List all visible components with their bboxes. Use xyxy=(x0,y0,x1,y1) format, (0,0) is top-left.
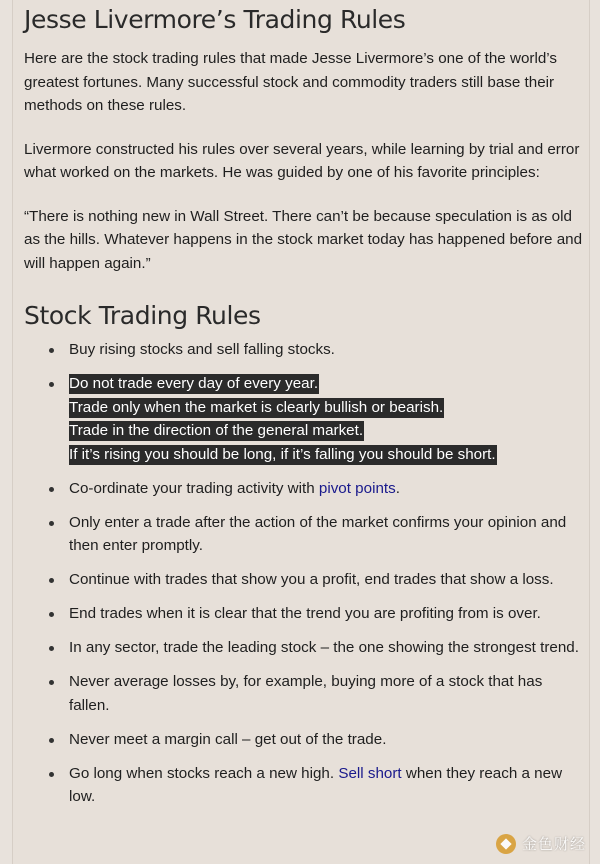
rules-list xyxy=(24,338,584,809)
highlighted-text[interactable]: Trade only when the market is clearly bullish or bearish. xyxy=(69,398,444,416)
highlighted-text[interactable]: Trade in the direction of the general market. xyxy=(69,422,364,439)
section-heading: Stock Trading Rules xyxy=(24,301,261,330)
bullet-icon xyxy=(49,578,54,583)
bullet-icon xyxy=(49,772,54,777)
list-item-highlighted xyxy=(24,372,584,466)
article-content xyxy=(24,4,584,819)
list-item xyxy=(24,636,584,660)
article-page xyxy=(12,0,590,864)
bullet-icon xyxy=(49,487,54,492)
pivot-points-link[interactable]: pivot points xyxy=(318,479,396,497)
bullet-icon xyxy=(49,382,54,387)
bullet-icon xyxy=(49,521,54,526)
rule-text: . xyxy=(395,479,400,497)
bullet-icon xyxy=(49,680,54,685)
list-item xyxy=(24,511,584,558)
rule-text: Only enter a trade after the action of the market confirms your opinion and then enter promptly. xyxy=(69,513,567,554)
rule-text: Co-ordinate your trading activity with xyxy=(69,479,319,497)
bullet-icon xyxy=(49,612,54,617)
list-item xyxy=(24,728,584,752)
bullet-icon xyxy=(49,348,54,353)
list-item xyxy=(24,338,584,362)
list-item xyxy=(24,477,584,501)
highlighted-text[interactable]: If it’s rising you should be long, if it’s falling you should be short. xyxy=(69,445,496,463)
page-title: Jesse Livermore’s Trading Rules xyxy=(24,5,406,34)
rule-text: Continue with trades that show you a profit, end trades that show a loss. xyxy=(69,571,554,588)
rule-text: Never average losses by, for example, buying more of a stock that has fallen. xyxy=(69,673,543,714)
rule-text: Go long when stocks reach a new high. xyxy=(69,764,339,782)
list-item xyxy=(24,568,584,592)
second-paragraph: Livermore constructed his rules over several years, while learning by trial and error what worked on the markets. He was guided by one of his favorite principles: xyxy=(24,140,580,181)
list-item xyxy=(24,762,584,809)
intro-paragraph: Here are the stock trading rules that made Jesse Livermore’s one of the world’s greatest fortunes. Many successful stock and commodity traders still base their methods on these rules. xyxy=(24,50,557,114)
rule-text: Never meet a margin call – get out of the trade. xyxy=(69,730,387,748)
sell-short-link[interactable]: Sell short xyxy=(338,764,402,782)
quote-paragraph: “There is nothing new in Wall Street. There can’t be because speculation is as old as the hills. Whatever happens in the stock market today has happened before and will happen again.” xyxy=(24,207,583,272)
rule-text: End trades when it is clear that the trend you are profiting from is over. xyxy=(69,605,541,622)
watermark xyxy=(496,833,586,854)
list-item xyxy=(24,602,584,626)
rule-text: when they reach a new low. xyxy=(69,764,563,805)
highlighted-text[interactable]: Do not trade every day of every year. xyxy=(69,375,319,392)
bullet-icon xyxy=(49,738,54,743)
list-item xyxy=(24,670,584,717)
bullet-icon xyxy=(49,646,54,651)
rule-text: Buy rising stocks and sell falling stocks. xyxy=(69,341,335,358)
watermark-logo-icon xyxy=(496,834,516,854)
watermark-text: 金色财经 xyxy=(521,835,586,853)
rule-text: In any sector, trade the leading stock – the one showing the strongest trend. xyxy=(69,639,579,656)
